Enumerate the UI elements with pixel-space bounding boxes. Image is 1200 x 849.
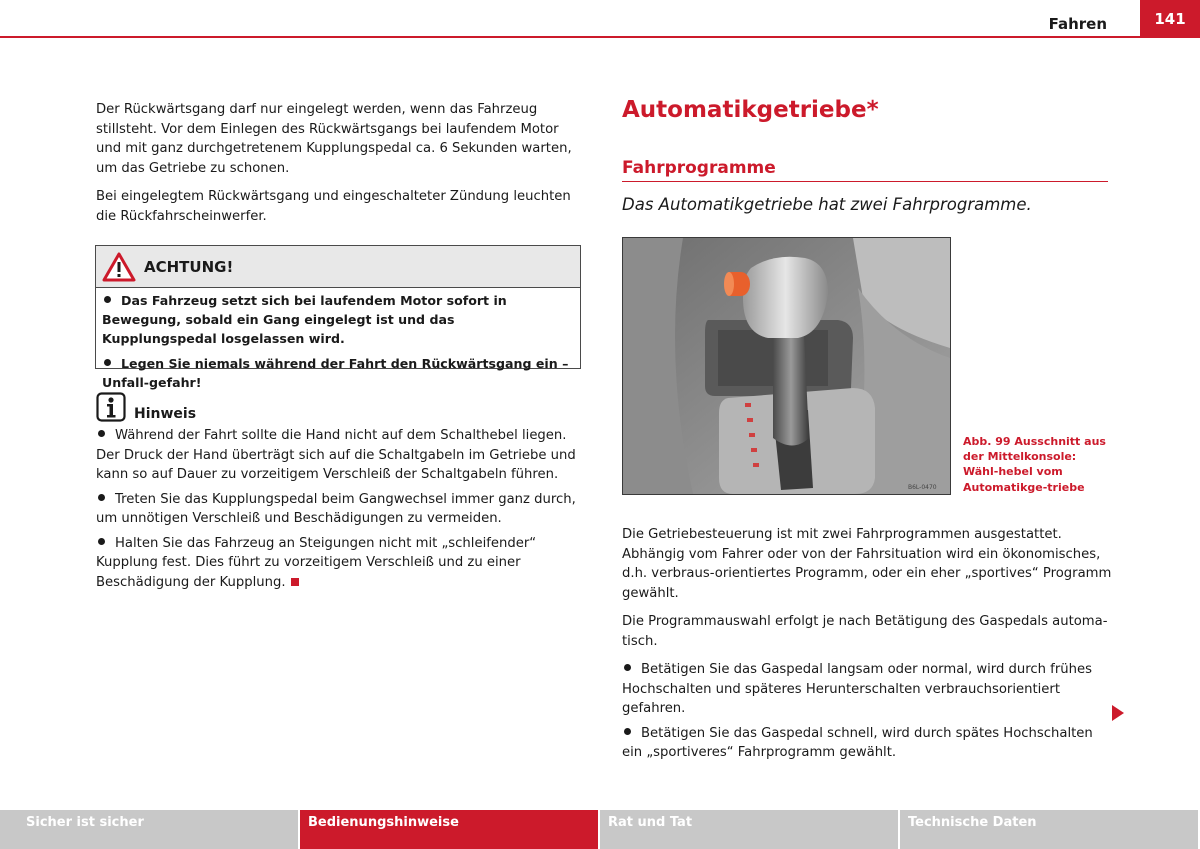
- bullet-icon: [104, 359, 111, 366]
- footer-tab-sicher-ist-sicher[interactable]: Sicher ist sicher: [0, 810, 298, 849]
- bullet-icon: [104, 296, 111, 303]
- figure-code: B6L-0470: [908, 484, 937, 491]
- footer-tab-rat-und-tat[interactable]: Rat und Tat: [600, 810, 898, 849]
- note-item: Halten Sie das Fahrzeug an Steigungen nicht mit „schleifender“ Kupplung fest. Dies führt zu vorzeitigem Verschleiß und zu einer Beschädigung der Kupplung.: [96, 535, 537, 590]
- bullet-icon: [98, 430, 105, 437]
- warning-body: [96, 288, 580, 392]
- note-header: [96, 390, 584, 422]
- warning-triangle-icon: [102, 252, 136, 282]
- warning-item: Legen Sie niemals während der Fahrt den Rückwärtsgang ein – Unfall-gefahr!: [102, 356, 569, 390]
- note-item: Während der Fahrt sollte die Hand nicht auf dem Schalthebel liegen. Der Druck der Hand überträgt sich auf die Schaltgabeln im Getriebe und kann so auf Dauer zu vorzeitigem Verschleiß der Schaltgabeln führen.: [96, 428, 576, 482]
- section-heading: Fahrprogramme: [622, 158, 776, 178]
- bullet-icon: [624, 664, 631, 671]
- section-rule: [622, 181, 1108, 182]
- lead-sentence: Das Automatikgetriebe hat zwei Fahrprogramme.: [622, 195, 1032, 214]
- warning-item: Das Fahrzeug setzt sich bei laufendem Motor sofort in Bewegung, sobald ein Gang eingelegt ist und das Kupplungspedal losgelassen wird.: [102, 293, 507, 346]
- bullet-icon: [624, 728, 631, 735]
- footer-tab-bedienungshinweise[interactable]: Bedienungshinweise: [300, 810, 598, 849]
- warning-box: [95, 245, 581, 390]
- footer-nav: [0, 810, 1200, 849]
- warning-header: [96, 246, 580, 288]
- note-title: Hinweis: [134, 405, 197, 422]
- figure-caption: Abb. 99 Ausschnitt aus der Mittelkonsole: Wähl-hebel vom Automatikge-triebe: [963, 435, 1106, 494]
- page-number: 141: [1140, 0, 1200, 38]
- continue-arrow-icon: [1112, 705, 1124, 721]
- list-item: Betätigen Sie das Gaspedal schnell, wird durch spätes Hochschalten ein „sportiveres“ Fahrprogramm gewählt.: [622, 725, 1093, 760]
- section-title: Fahren: [1048, 15, 1107, 33]
- paragraph: Bei eingelegtem Rückwärtsgang und eingeschalteter Zündung leuchten die Rückfahrscheinwerfer.: [96, 189, 571, 224]
- bullet-icon: [98, 538, 105, 545]
- paragraph: Die Getriebesteuerung ist mit zwei Fahrprogrammen ausgestattet. Abhängig vom Fahrer oder von der Fahrsituation wird ein ökonomisches, d.h. verbraus-orientiertes Programm, oder ein eher „sportives“ Programm gewählt.: [622, 527, 1112, 601]
- paragraph: Die Programmauswahl erfolgt je nach Betätigung des Gaspedals automa-tisch.: [622, 614, 1108, 649]
- paragraph: Der Rückwärtsgang darf nur eingelegt werden, wenn das Fahrzeug stillsteht. Vor dem Einlegen des Rückwärtsgangs bei laufendem Motor und mit ganz durchgetretenem Kupplungspedal ca. 6 Sekunden warten, um das Getriebe zu schonen.: [96, 102, 572, 176]
- gear-selector-illustration: [623, 238, 950, 494]
- end-of-section-icon: [291, 578, 299, 586]
- footer-tab-technische-daten[interactable]: Technische Daten: [900, 810, 1198, 849]
- chapter-heading: Automatikgetriebe*: [622, 97, 879, 123]
- gear-selector-figure: [622, 237, 951, 495]
- note-item: Treten Sie das Kupplungspedal beim Gangwechsel immer ganz durch, um unnötigen Verschleiß und Beschädigungen zu vermeiden.: [96, 491, 576, 526]
- header-rule: [0, 36, 1200, 38]
- info-icon: [96, 392, 126, 422]
- bullet-icon: [98, 494, 105, 501]
- list-item: Betätigen Sie das Gaspedal langsam oder normal, wird durch frühes Hochschalten und späteres Herunterschalten verbrauchsorientiert gefahren.: [622, 662, 1092, 716]
- note-section: [96, 390, 584, 597]
- warning-title: ACHTUNG!: [144, 257, 234, 276]
- right-column-text: [622, 525, 1112, 768]
- left-column-text: [96, 100, 584, 235]
